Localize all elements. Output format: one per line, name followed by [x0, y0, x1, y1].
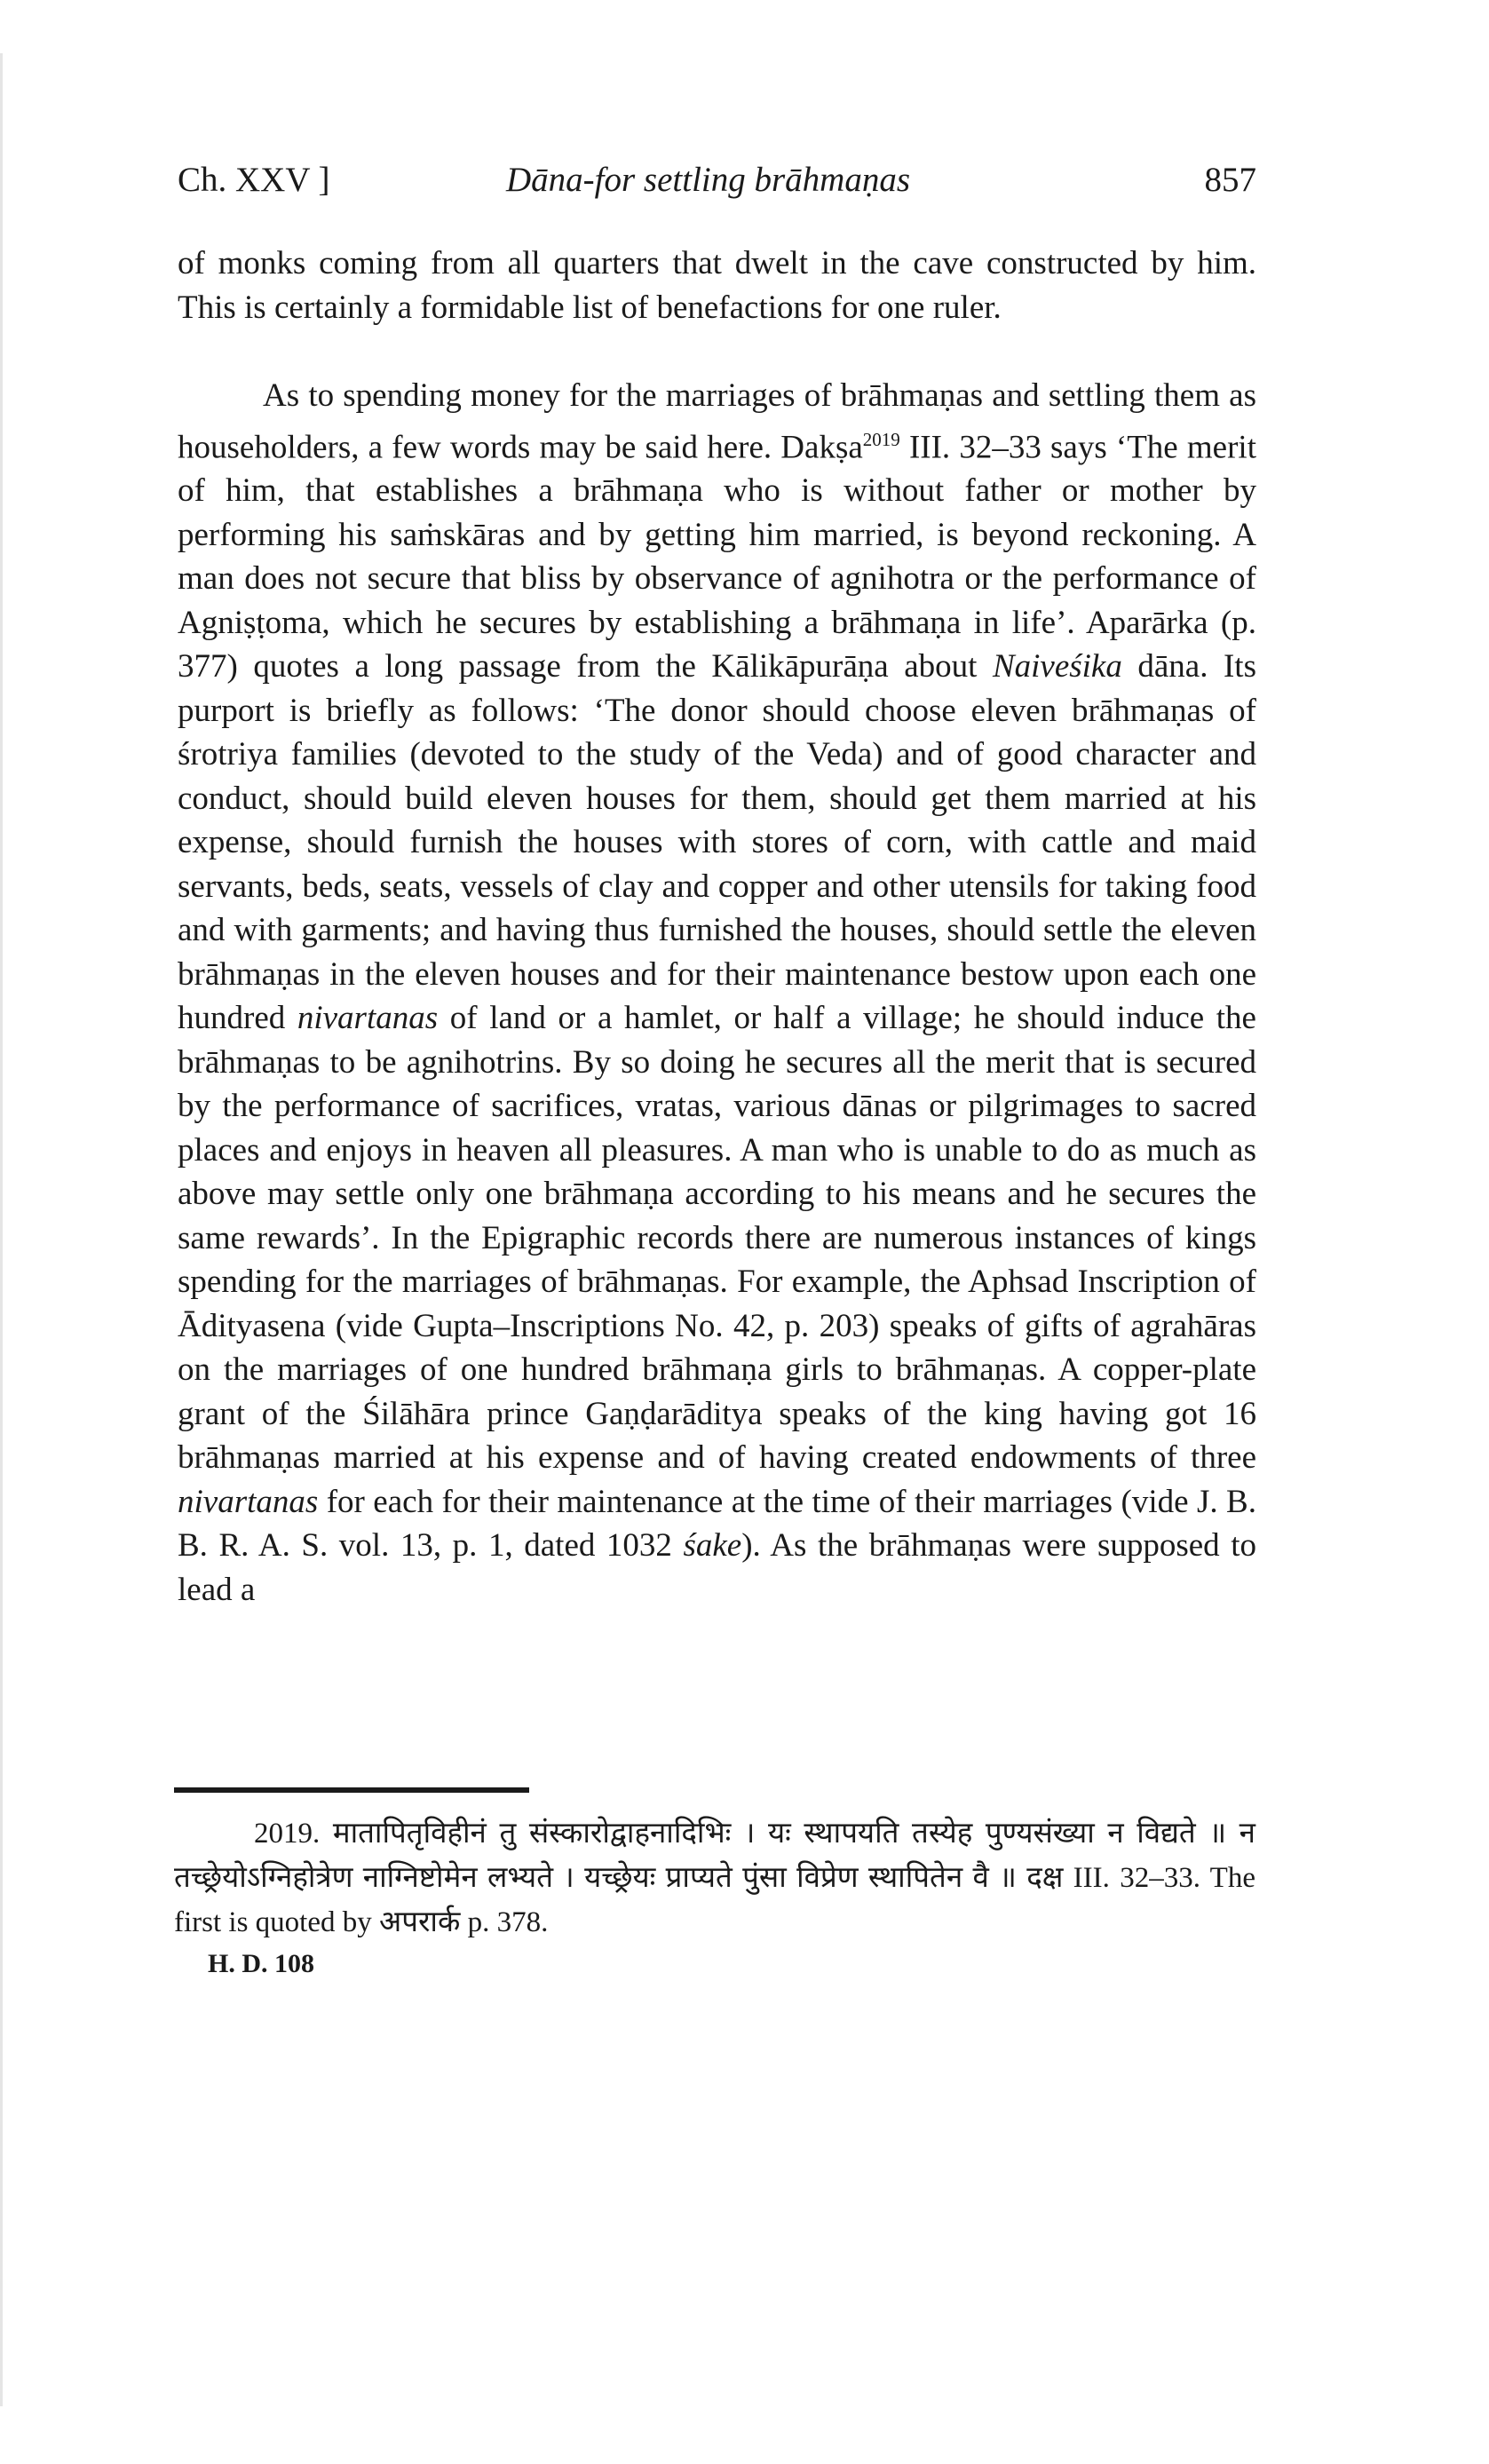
italic-term: nivartanas: [297, 1000, 439, 1037]
main-text: [178, 242, 1256, 1612]
footnote-sanskrit: मातापितृविहीनं तु संस्कारोद्वाहनादिभिः । यः स्थापयति तस्येह पुण्यसंख्या न विद्यते ॥ न तच्छ्रेयोऽग्निहोत्रेण नाग्निष्टोमेन लभ्यते । यच्छ्रेयः प्राप्यते पुंसा विप्रेण स्थापितेन वै ॥ दक्ष III. 32–33.: [174, 1818, 1255, 1894]
italic-term: Naiveśika: [992, 648, 1122, 685]
text-run: As to spending money for the marriages of brāhmaṇas and settling them as householders, a few words may be said here. Dakṣa: [178, 377, 1256, 465]
text-run: of land or a hamlet, or half a village; he should induce the brāhmaṇas to be agnihotrins. By so doing he secures all the merit that is secured by the performance of sacrifices, vratas, various dānas or pilgrimages to sacred places and enjoys in heaven all pleasures. A man who is unable to do as much as above may settle only one brāhmaṇa according to his means and he secures the same rewards’. In the Epigraphic records there are numerous instances of kings spending for the marriages of brāhmaṇas. For example, the Aphsad Inscription of Ādityasena (vide Gupta–Inscriptions No. 42, p. 203) speaks of gifts of agrahāras on the marriages of one hundred brāhmaṇa girls to brāhmaṇas. A copper-plate grant of the Śilāhāra prince Gaṇḍarāditya speaks of the king having got 16 brāhmaṇas married at his expense and of having created endowments of three: [178, 1000, 1256, 1477]
footnote-sanskrit-ref: अपरार्क: [378, 1906, 461, 1938]
italic-term: nivartanas: [178, 1483, 319, 1520]
running-header: [178, 160, 1256, 213]
footnote: [174, 1811, 1255, 1945]
chapter-label: Ch. XXV ]: [178, 161, 330, 199]
paragraph-2: [178, 374, 1256, 1612]
footnote-body: [174, 1811, 1255, 1945]
text-run: for each for their maintenance at the time of their marriages (vide J. B. B. R. A. S. vol. 13, p. 1, dated 1032: [178, 1483, 1256, 1565]
footnote-number: 2019.: [254, 1818, 321, 1850]
italic-term: śake: [683, 1527, 742, 1565]
text-run: dāna. Its purport is briefly as follows: ‘The donor should choose eleven brāhmaṇas of śrotriya families (devoted to the study of the Veda) and of good character and conduct, should build eleven houses for them, should get them married at his expense, should furnish the houses with stores of corn, with cattle and maid servants, beds, seats, vessels of clay and copper and other utensils for taking food and with garments; and having thus furnished the houses, should settle the eleven brāhmaṇas in the eleven houses and for their maintenance bestow upon each one hundred: [178, 648, 1256, 1037]
text-run: III. 32–33 says ‘The merit of him, that establishes a brāhmaṇa who is without father or mother by performing his saṁskāras and by getting him married, is beyond reckoning. A man does not secure that bliss by observance of agnihotra or the performance of Agniṣṭoma, which he secures by establishing a brāhmaṇa in life’. Aparārka (p. 377) quotes a long passage from the Kālikāpurāṇa about: [178, 428, 1256, 685]
scan-edge-mark: [0, 53, 3, 2406]
signature-mark: H. D. 108: [208, 1949, 314, 1978]
footnote-rule: [174, 1787, 529, 1793]
text-run: ). As the brāhmaṇas were supposed to lead a: [178, 1527, 1256, 1608]
footnote-text: The first is quoted by: [174, 1862, 1255, 1938]
footnote-text: p. 378.: [460, 1906, 549, 1938]
running-title: Dāna-for settling brāhmaṇas: [506, 161, 911, 199]
page-number: 857: [1204, 161, 1256, 199]
paragraph-1: of monks coming from all quarters that dwelt in the cave constructed by him. This is certainly a formidable list of benefactions for one ruler.: [178, 245, 1256, 326]
footnote-ref: 2019: [862, 428, 900, 450]
